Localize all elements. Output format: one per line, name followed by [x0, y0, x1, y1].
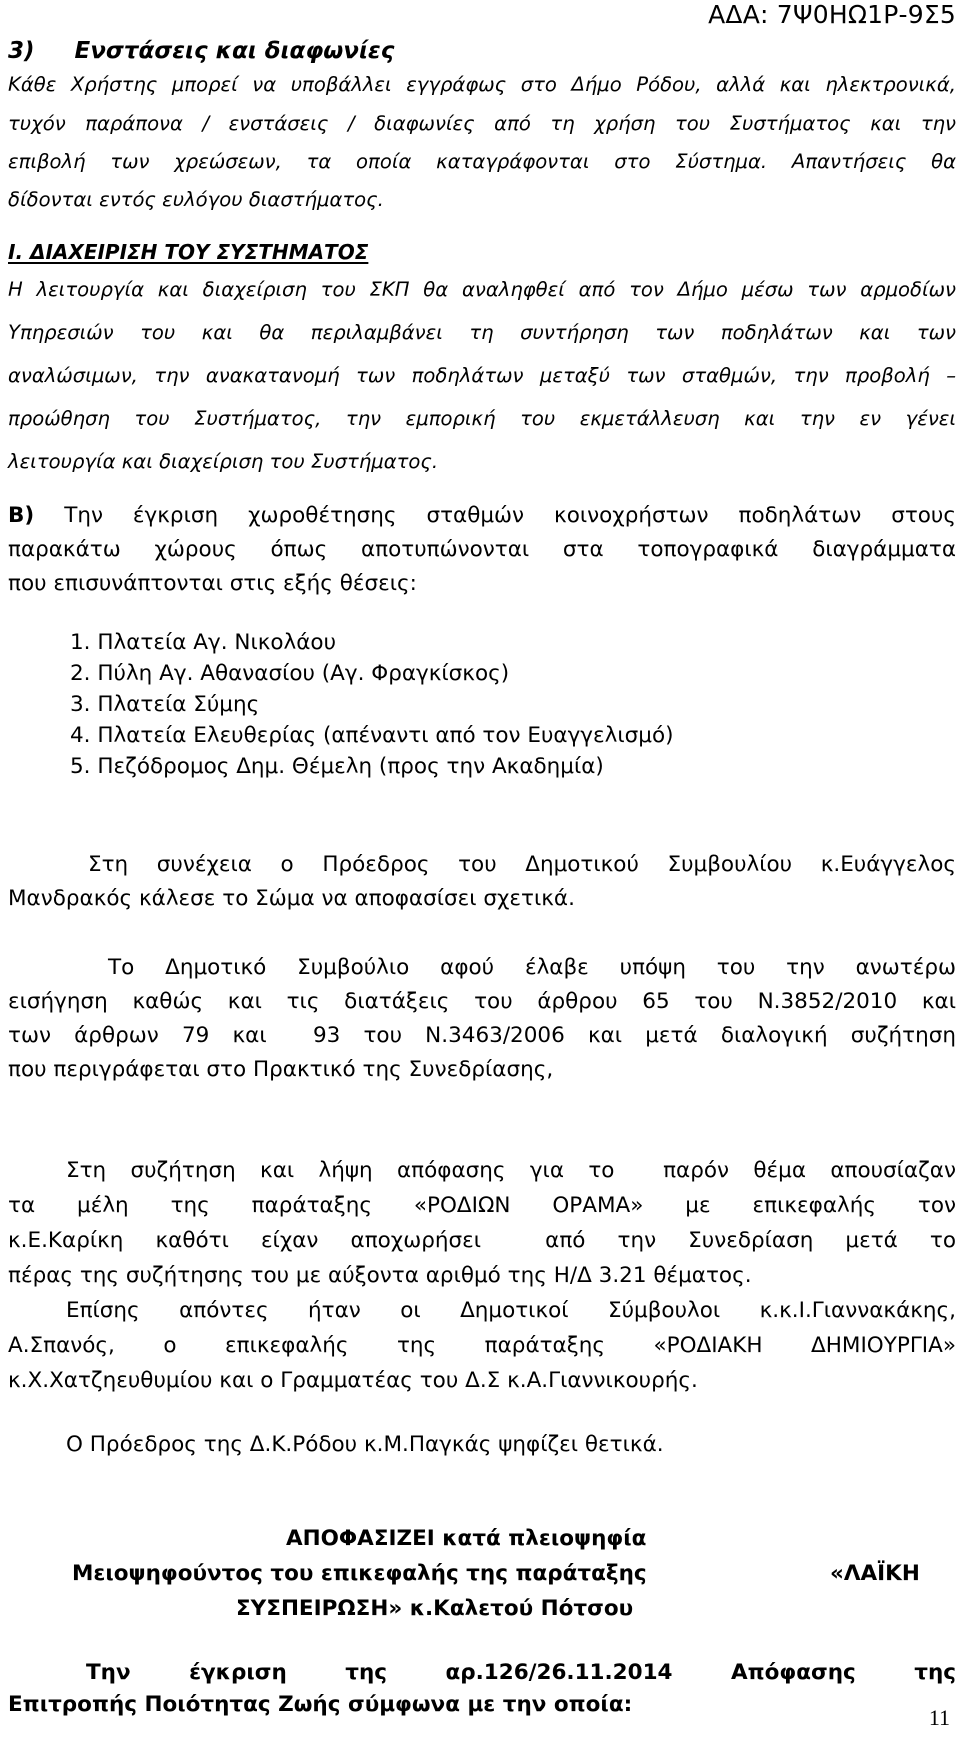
paragraph-3-line-1: Στη συζήτηση και λήψη απόφασης για το παρόν θέμα απουσίαζαν: [66, 1158, 956, 1183]
paragraph-3-line-3: κ.Ε.Καρίκη καθότι είχαν αποχωρήσει από την Συνεδρίαση μετά το: [8, 1228, 956, 1253]
paragraph-3-line-4: πέρας της συζήτησης του με αύξοντα αριθμό της Η/Δ 3.21 θέματος.: [8, 1263, 752, 1288]
section-3-line-4: δίδονται εντός ευλόγου διαστήματος.: [8, 188, 384, 211]
section-b-label: Β): [8, 503, 35, 528]
paragraph-4-line-2: Α.Σπανός, ο επικεφαλής της παράταξης «ΡΟΔΙΑΚΗ ΔΗΜΙΟΥΡΓΙΑ»: [8, 1333, 956, 1358]
decision-line-4: Την έγκριση της αρ.126/26.11.2014 Απόφασης της: [86, 1660, 956, 1685]
section-b-line-1: [8, 503, 956, 528]
paragraph-2-line-1: Το Δημοτικό Συμβούλιο αφού έλαβε υπόψη του την ανωτέρω: [108, 955, 956, 980]
list-item: 3. Πλατεία Σύμης: [70, 692, 260, 717]
decision-line-2a: Μειοψηφούντος του επικεφαλής της παράταξης: [72, 1561, 647, 1586]
list-item: 4. Πλατεία Ελευθερίας (απέναντι από τον Ευαγγελισμό): [70, 723, 674, 748]
section-i-line-5: λειτουργία και διαχείριση του Συστήματος.: [8, 450, 439, 473]
section-i-line-2: Υπηρεσιών του και θα περιλαμβάνει τη συντήρηση των ποδηλάτων και των: [8, 321, 956, 344]
section-b-line-2: παρακάτω χώρους όπως αποτυπώνονται στα τοπογραφικά διαγράμματα: [8, 537, 956, 562]
section-3-line-1: Κάθε Χρήστης μπορεί να υποβάλλει εγγράφως στο Δήμο Ρόδου, αλλά και ηλεκτρονικά,: [8, 73, 956, 96]
section-i-heading: Ι. ΔΙΑΧΕΙΡΙΣΗ ΤΟΥ ΣΥΣΤΗΜΑΤΟΣ: [8, 240, 369, 264]
section-i-line-1: Η λειτουργία και διαχείριση του ΣΚΠ θα αναληφθεί από τον Δήμο μέσω των αρμοδίων: [8, 278, 956, 301]
paragraph-3-line-2: τα μέλη της παράταξης «ΡΟΔΙΩΝ ΟΡΑΜΑ» με επικεφαλής τον: [8, 1193, 956, 1218]
paragraph-2-line-2: εισήγηση καθώς και τις διατάξεις του άρθρου 65 του Ν.3852/2010 και: [8, 989, 956, 1014]
list-item: 5. Πεζόδρομος Δημ. Θέμελη (προς την Ακαδημία): [70, 754, 604, 779]
paragraph-2-line-4: που περιγράφεται στο Πρακτικό της Συνεδρίασης,: [8, 1057, 554, 1082]
section-i-line-3: αναλώσιμων, την ανακατανομή των ποδηλάτων μεταξύ των σταθμών, την προβολή –: [8, 364, 956, 387]
paragraph-1-line-2: Μανδρακός κάλεσε το Σώμα να αποφασίσει σχετικά.: [8, 886, 575, 911]
decision-title: ΑΠΟΦΑΣΙΖΕΙ κατά πλειοψηφία: [286, 1526, 647, 1551]
decision-line-3: ΣΥΣΠΕΙΡΩΣΗ» κ.Καλετού Πότσου: [236, 1596, 634, 1621]
section-i-line-4: προώθηση του Συστήματος, την εμπορική του εκμετάλλευση και την εν γένει: [8, 407, 956, 430]
section-b-line-1-text: Την έγκριση χωροθέτησης σταθμών κοινοχρήστων ποδηλάτων στους: [64, 503, 956, 528]
paragraph-4-line-3: κ.Χ.Χατζηευθυμίου και ο Γραμματέας του Δ.Σ κ.Α.Γιαννικουρής.: [8, 1368, 698, 1393]
section-b-line-3: που επισυνάπτονται στις εξής θέσεις:: [8, 571, 417, 596]
ada-code: ΑΔΑ: 7Ψ0ΗΩ1Ρ-9Σ5: [708, 0, 956, 29]
decision-line-2b: «ΛΑΪΚΗ: [830, 1561, 920, 1586]
section-3-line-3: επιβολή των χρεώσεων, τα οποία καταγράφονται στο Σύστημα. Απαντήσεις θα: [8, 150, 956, 173]
paragraph-4-line-1: Επίσης απόντες ήταν οι Δημοτικοί Σύμβουλοι κ.κ.Ι.Γιαννακάκης,: [66, 1298, 956, 1323]
paragraph-5: Ο Πρόεδρος της Δ.Κ.Ρόδου κ.Μ.Παγκάς ψηφίζει θετικά.: [66, 1432, 664, 1457]
section-3-line-2: τυχόν παράπονα / ενστάσεις / διαφωνίες από τη χρήση του Συστήματος και την: [8, 112, 956, 135]
decision-line-5: Επιτροπής Ποιότητας Ζωής σύμφωνα με την οποία:: [8, 1692, 633, 1717]
page-number: 11: [928, 1705, 950, 1730]
list-item: 2. Πύλη Αγ. Αθανασίου (Αγ. Φραγκίσκος): [70, 661, 510, 686]
list-item: 1. Πλατεία Αγ. Νικολάου: [70, 630, 337, 655]
paragraph-2-line-3: των άρθρων 79 και 93 του Ν.3463/2006 και μετά διαλογική συζήτηση: [8, 1023, 956, 1048]
section-3-heading: 3) Ενστάσεις και διαφωνίες: [8, 38, 395, 64]
paragraph-1-line-1: Στη συνέχεια ο Πρόεδρος του Δημοτικού Συμβουλίου κ.Ευάγγελος: [88, 852, 956, 877]
